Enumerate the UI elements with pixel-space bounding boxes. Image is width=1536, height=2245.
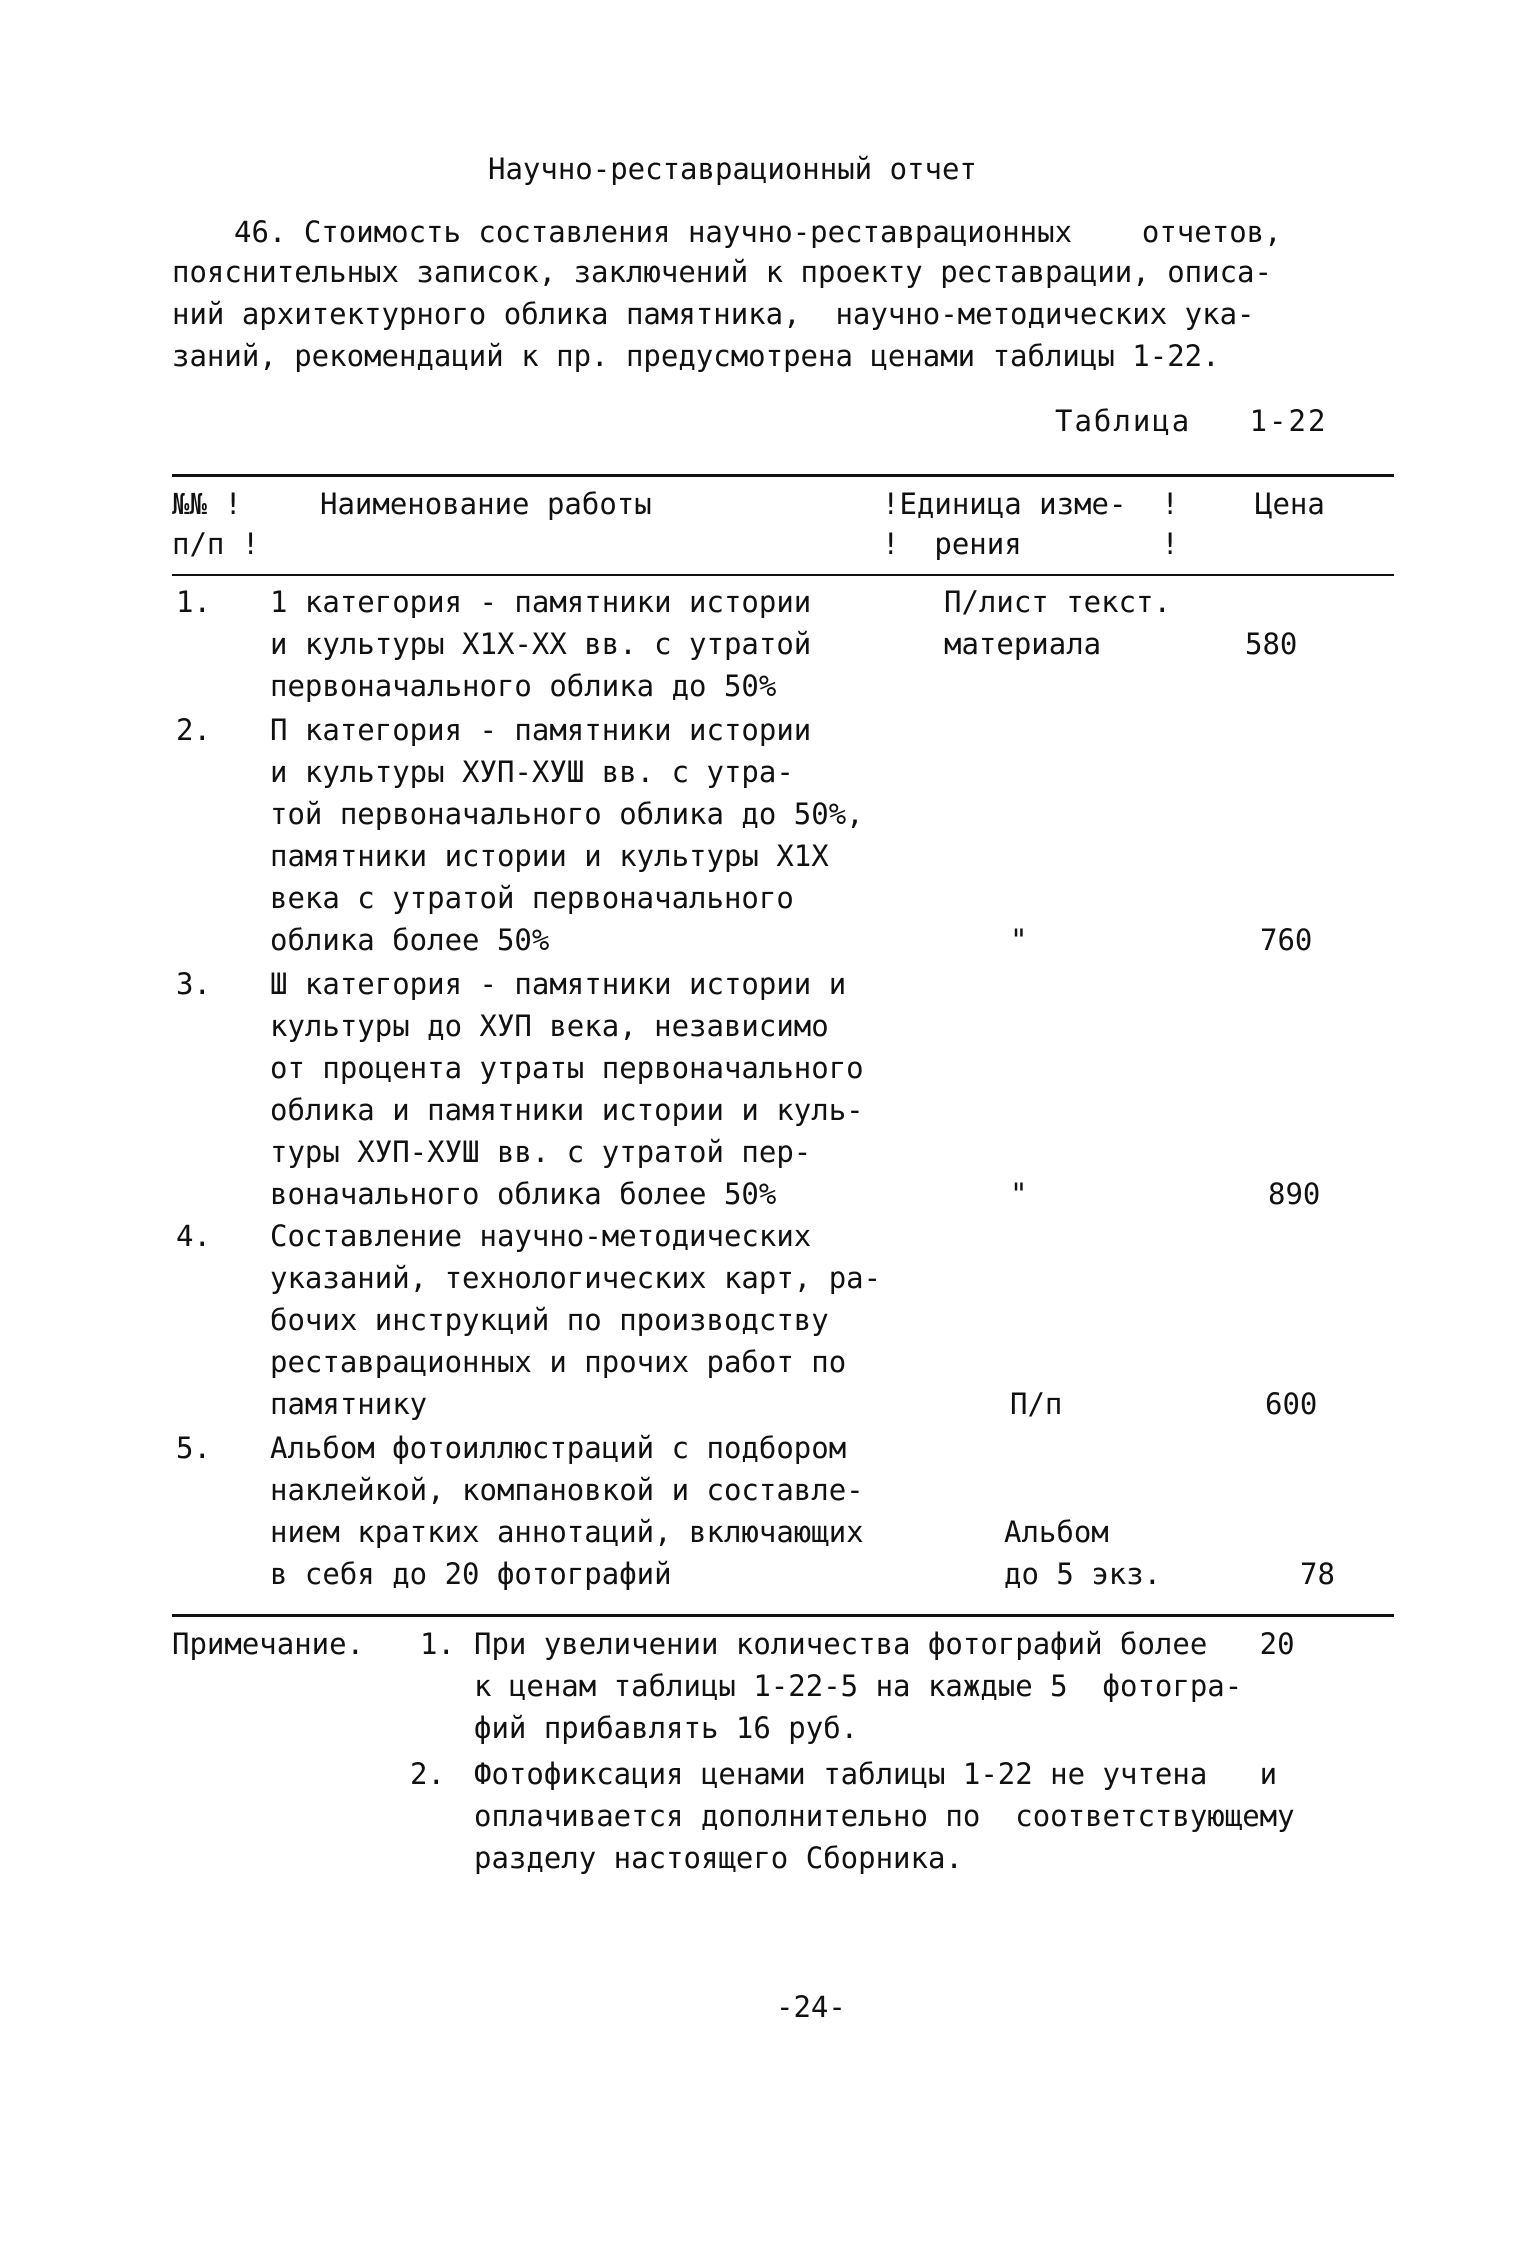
row-number: 1. xyxy=(176,585,211,619)
intro-line: заний, рекомендаций к пр. предусмотрена ценами таблицы 1-22. xyxy=(172,339,1220,373)
row-number: 3. xyxy=(176,967,211,1001)
note-number: 1. xyxy=(420,1627,455,1661)
note-line: оплачивается дополнительно по соответствующему xyxy=(474,1799,1295,1833)
table-caption: Таблица 1-22 xyxy=(1055,404,1328,438)
row-number: 2. xyxy=(176,713,211,747)
row-unit: " xyxy=(1010,923,1028,957)
row-price: 580 xyxy=(1245,627,1298,661)
row-text-line: и культуры ХУП-ХУШ вв. с утра- xyxy=(270,755,794,789)
note-line: к ценам таблицы 1-22-5 на каждые 5 фотогра- xyxy=(474,1669,1243,1703)
table-header-rule xyxy=(172,574,1394,576)
header-num: п/п ! xyxy=(172,527,260,561)
table-top-rule xyxy=(172,474,1394,477)
row-unit: Альбом xyxy=(1004,1515,1109,1549)
header-unit: ! рения ! xyxy=(882,527,1179,561)
row-price: 600 xyxy=(1265,1387,1318,1421)
table-bottom-rule xyxy=(172,1614,1394,1617)
header-price: Цена xyxy=(1255,487,1325,521)
row-text-line: бочих инструкций по производству xyxy=(270,1303,829,1337)
page-heading: Научно-реставрационный отчет xyxy=(488,152,977,186)
row-unit: П/п xyxy=(1010,1387,1063,1421)
note-line: Фотофиксация ценами таблицы 1-22 не учтена и xyxy=(474,1757,1278,1791)
note-line: фий прибавлять 16 руб. xyxy=(474,1711,859,1745)
row-text-line: наклейкой, компановкой и составле- xyxy=(270,1473,864,1507)
row-text-line: Альбом фотоиллюстраций с подбором xyxy=(270,1431,847,1465)
row-text-line: указаний, технологических карт, ра- xyxy=(270,1261,882,1295)
row-text-line: воначального облика более 50% xyxy=(270,1177,777,1211)
row-text-line: памятнику xyxy=(270,1387,428,1421)
notes-label: Примечание. xyxy=(172,1627,365,1661)
header-num: №№ ! xyxy=(172,487,242,521)
row-text-line: в себя до 20 фотографий xyxy=(270,1557,672,1591)
row-text-line: первоначального облика до 50% xyxy=(270,669,777,703)
row-text-line: Составление научно-методических xyxy=(270,1219,812,1253)
row-text-line: той первоначального облика до 50%, xyxy=(270,797,864,831)
header-name: Наименование работы xyxy=(320,487,652,521)
note-line: разделу настоящего Сборника. xyxy=(474,1841,963,1875)
row-text-line: и культуры Х1Х-ХХ вв. с утратой xyxy=(270,627,812,661)
header-unit: !Единица изме- ! xyxy=(882,487,1179,521)
page-number: -24- xyxy=(776,1990,846,2024)
row-text-line: от процента утраты первоначального xyxy=(270,1051,864,1085)
row-number: 5. xyxy=(176,1431,211,1465)
intro-line: ний архитектурного облика памятника, научно-методических ука- xyxy=(172,297,1255,331)
intro-line: пояснительных записок, заключений к проекту реставрации, описа- xyxy=(172,255,1272,289)
row-price: 78 xyxy=(1300,1557,1335,1591)
row-price: 890 xyxy=(1268,1177,1321,1211)
row-text-line: 1 категория - памятники истории xyxy=(270,585,812,619)
row-unit: П/лист текст. xyxy=(944,585,1171,619)
row-unit: до 5 экз. xyxy=(1004,1557,1162,1591)
note-line: При увеличении количества фотографий более 20 xyxy=(474,1627,1295,1661)
row-text-line: нием кратких аннотаций, включающих xyxy=(270,1515,864,1549)
note-number: 2. xyxy=(410,1757,445,1791)
row-text-line: века с утратой первоначального xyxy=(270,881,794,915)
row-text-line: реставрационных и прочих работ по xyxy=(270,1345,847,1379)
row-text-line: туры ХУП-ХУШ вв. с утратой пер- xyxy=(270,1135,812,1169)
row-unit: " xyxy=(1010,1177,1028,1211)
row-number: 4. xyxy=(176,1219,211,1253)
row-text-line: облика и памятники истории и куль- xyxy=(270,1093,864,1127)
row-price: 760 xyxy=(1260,923,1313,957)
intro-line: 46. Стоимость составления научно-реставрационных отчетов, xyxy=(234,215,1282,249)
row-unit: материала xyxy=(944,627,1102,661)
row-text-line: культуры до ХУП века, независимо xyxy=(270,1009,829,1043)
row-text-line: памятники истории и культуры Х1Х xyxy=(270,839,829,873)
row-text-line: П категория - памятники истории xyxy=(270,713,812,747)
row-text-line: Ш категория - памятники истории и xyxy=(270,967,847,1001)
row-text-line: облика более 50% xyxy=(270,923,550,957)
